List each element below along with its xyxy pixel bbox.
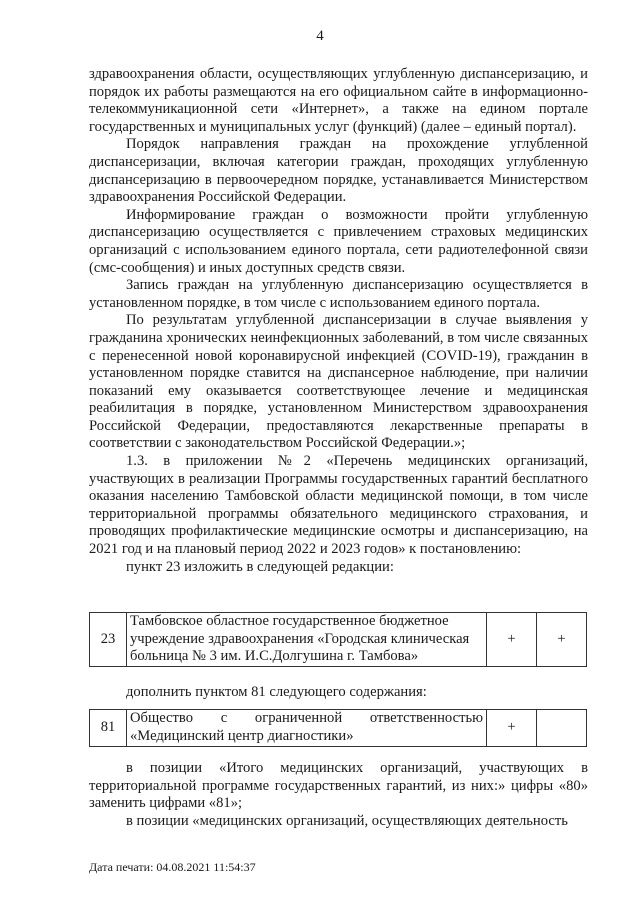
paragraph-add-81: дополнить пунктом 81 следующего содержания: <box>126 684 427 700</box>
table-row <box>90 613 587 667</box>
organization-name: Тамбовское областное государственное бюджетное учреждение здравоохранения «Городская клиническая больница № 3 им. И.С.Долгушина г. Тамбова» <box>127 613 487 667</box>
row-number: 23 <box>90 613 127 667</box>
paragraph-3: Информирование граждан о возможности пройти углубленную диспансеризацию осуществляется с привлечением страховых медицинских организаций с использованием единого портала, сети радиотелефонной связи (смс-сообщения) и иных доступных средств связи. <box>89 206 588 276</box>
paragraph-7: пункт 23 изложить в следующей редакции: <box>126 558 394 575</box>
body-text-middle <box>89 684 588 702</box>
body-text-bottom <box>89 760 588 830</box>
print-date: Дата печати: 04.08.2021 11:54:37 <box>89 860 256 874</box>
table-item-23 <box>89 612 587 667</box>
paragraph-6: 1.3. в приложении №2 «Перечень медицинских организаций, участвующих в реализации Программы государственных гарантий бесплатного оказания населению Тамбовской области медицинской помощи, в том числе территориальной программы обязательного медицинского страхования, и проводящих профилактические медицинские осмотры и диспансеризацию, на 2021 год и на плановый период 2022 и 2023 годов» к постановлению: <box>89 453 588 558</box>
mark-column-2: + <box>537 613 587 667</box>
paragraph-5: По результатам углубленной диспансеризации в случае выявления у гражданина хронических неинфекционных заболеваний, в том числе связанных с перенесенной новой коронавирусной инфекцией (COVID-19), гражданин в установленном порядке ставится на диспансерное наблюдение, при наличии показаний ему оказывается соответствующее лечение и медицинская реабилитация в порядке, установленном Министерством здравоохранения Российской Федерации, предоставляются лекарственные препараты в соответствии с законодательством Российской Федерации.»; <box>89 312 588 452</box>
page-number: 4 <box>316 28 324 44</box>
paragraph-total: в позиции «Итого медицинских организаций, участвующих в территориальной программе государственных гарантий, из них:» цифры «80» заменить цифрами «81»; <box>89 760 588 812</box>
paragraph-4: Запись граждан на углубленную диспансеризацию осуществляется в установленном порядке, в том числе с использованием единого портала. <box>89 277 588 311</box>
mark-column-1: + <box>487 613 537 667</box>
paragraph-position: в позиции «медицинских организаций, осуществляющих деятельность <box>126 812 568 829</box>
paragraph-1: здравоохранения области, осуществляющих углубленную диспансеризацию, и порядок их работы размещаются на его официальном сайте в информационно-телекоммуникационной сети «Интернет», а также на едином портале государственных и муниципальных услуг (функций) (далее – единый портал). <box>89 66 588 135</box>
organization-name: Общество с ограниченной ответственностью «Медицинский центр диагностики» <box>127 710 487 747</box>
body-text-top <box>89 66 588 576</box>
mark-column-2 <box>537 710 587 747</box>
paragraph-2: Порядок направления граждан на прохождение углубленной диспансеризации, включая категории граждан, проходящих углубленную диспансеризацию в первоочередном порядке, устанавливается Министерством здравоохранения Российской Федерации. <box>89 136 588 206</box>
mark-column-1: + <box>487 710 537 747</box>
table-item-81 <box>89 709 587 747</box>
row-number: 81 <box>90 710 127 747</box>
table-row <box>90 710 587 747</box>
